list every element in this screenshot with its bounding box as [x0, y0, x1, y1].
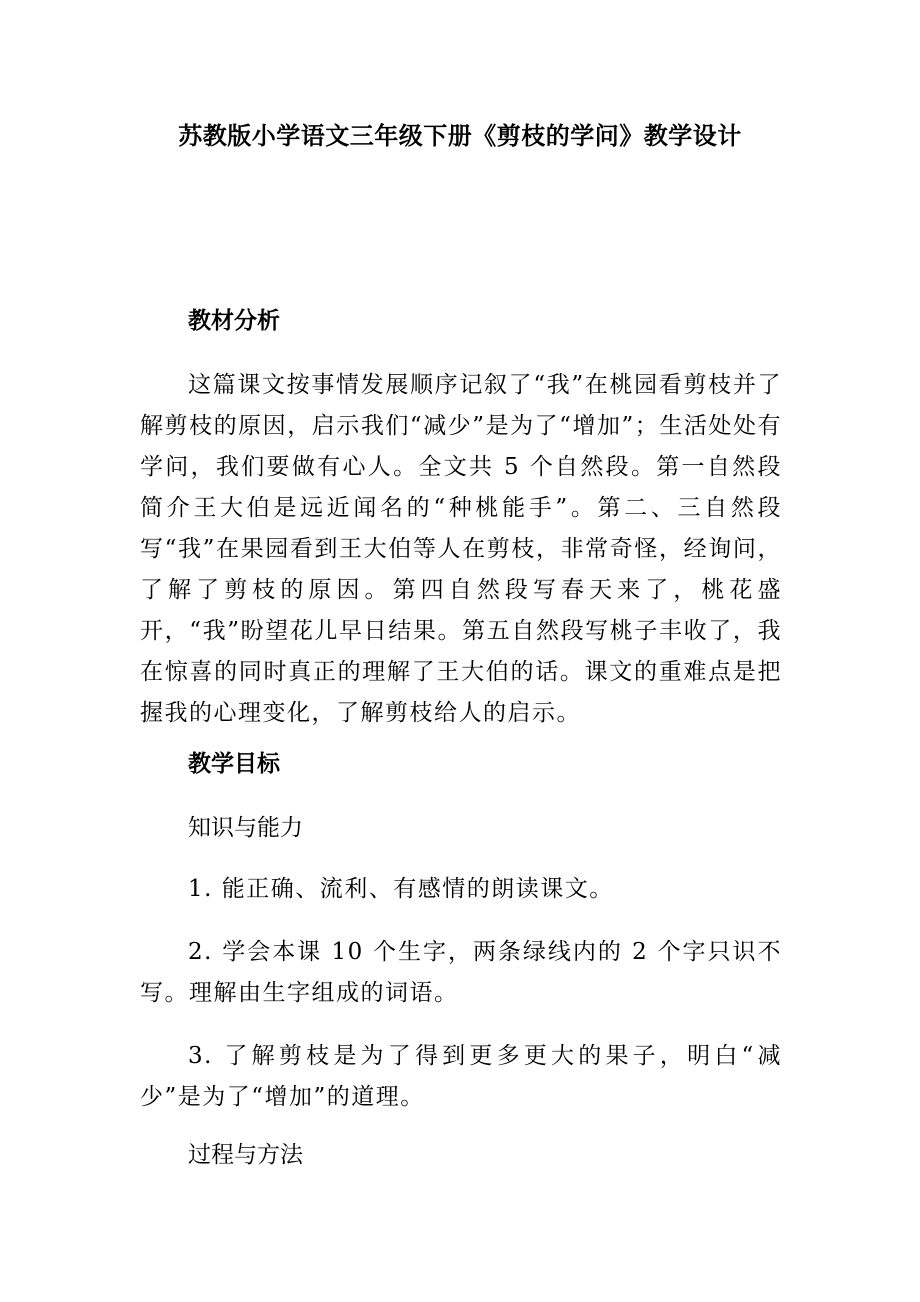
subheading-process-method: 过程与方法	[188, 1142, 303, 1168]
goal-item-3: 3. 了解剪枝是为了得到更多更大的果子，明白“减少”是为了“增加”的道理。	[140, 1043, 782, 1110]
textbook-analysis-paragraph: 这篇课文按事情发展顺序记叙了“我”在桃园看剪枝并了解剪枝的原因，启示我们“减少”是为了“增加”；生活处处有学问，我们要做有心人。全文共 5 个自然段。第一自然段简介王大伯是远近闻名的“种桃能手”。第二、三自然段写“我”在果园看到王大伯等人在剪枝，非常奇怪，经询问，了解了剪枝的原因。第四自然段写春天来了，桃花盛开，“我”盼望花儿早日结果。第五自然段写桃子丰收了，我在惊喜的同时真正的理解了王大伯的话。课文的重难点是把握我的心理变化，了解剪枝给人的启示。	[140, 372, 782, 726]
subheading-knowledge-ability: 知识与能力	[188, 815, 303, 841]
section-heading-textbook-analysis: 教材分析	[188, 308, 280, 334]
goal-item-2: 2. 学会本课 10 个生字，两条绿线内的 2 个字只识不写。理解由生字组成的词语。	[140, 939, 782, 1006]
document-title: 苏教版小学语文三年级下册《剪枝的学问》教学设计	[178, 122, 742, 150]
goal-item-1: 1. 能正确、流利、有感情的朗读课文。	[188, 876, 614, 902]
section-heading-teaching-goals: 教学目标	[188, 751, 280, 777]
